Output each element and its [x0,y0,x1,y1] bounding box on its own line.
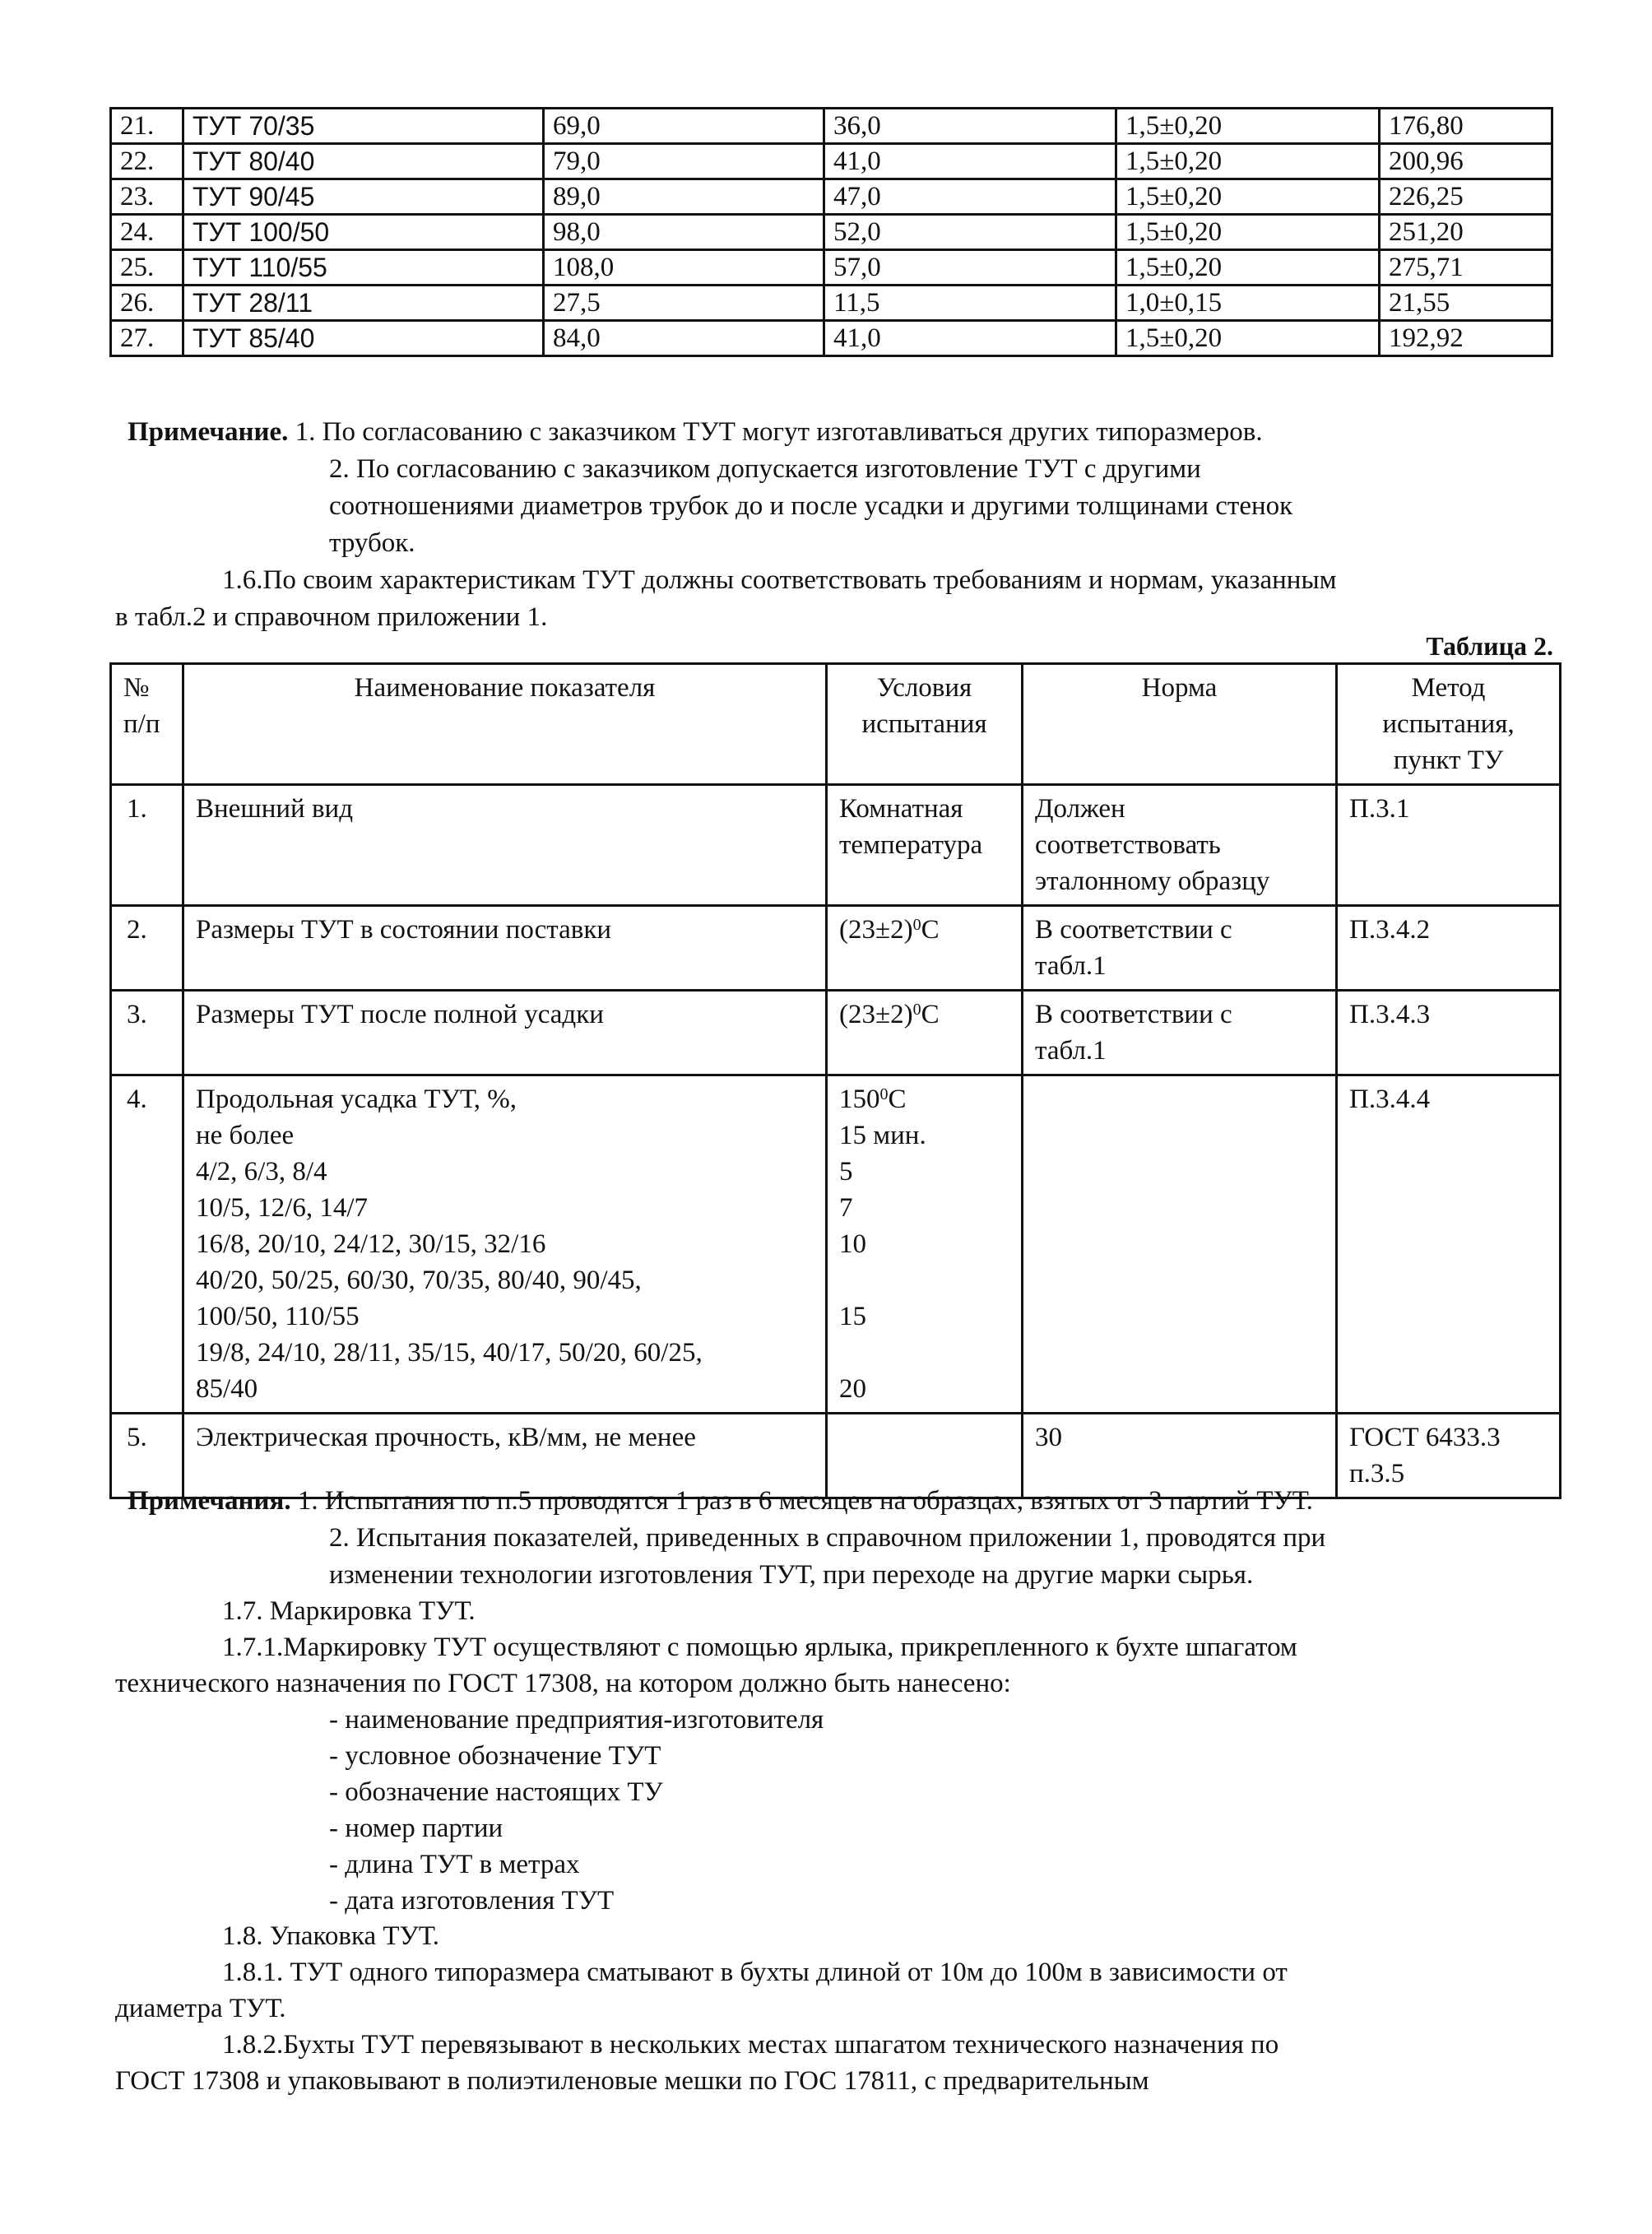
test-method: ГОСТ 6433.3 п.3.5 [1349,1423,1501,1489]
tube-designation: ТУТ 70/35 [193,111,315,141]
header-method: Метод испытания, пункт ТУ [1337,664,1561,785]
table-row [111,906,1561,991]
wall-thickness: 1,5±0,20 [1125,323,1223,353]
norm-cell [1023,1075,1337,1414]
test-conditions-cell [827,785,1023,906]
indicator-name: Электрическая прочность, кВ/мм, не менее [196,1423,696,1452]
table-row [111,785,1561,906]
wall-thickness-cell [1116,286,1380,321]
test-method-cell [1337,785,1561,906]
tube-designation-cell [183,109,544,144]
temperature-number: (23±2) [839,915,913,945]
row-number-cell [111,906,183,991]
temperature-unit: С [888,1084,907,1114]
test-conditions-cell [827,991,1023,1075]
norm-cell [1023,785,1337,906]
wall-thickness: 1,5±0,20 [1125,111,1223,141]
section-1-7-1-line1: 1.7.1.Маркировку ТУТ осуществляют с помощью ярлыка, прикрепленного к бухте шпагатом [222,1633,1297,1662]
tube-designation-cell [183,286,544,321]
row-number-cell [111,286,183,321]
temperature-unit: С [921,915,940,945]
test-method-cell [1337,906,1561,991]
section-1-8-1-line1: 1.8.1. ТУТ одного типоразмера сматывают в бухты длиной от 10м до 100м в зависимости от [222,1958,1288,1987]
row-number-cell [111,179,183,215]
header-conditions: Условия испытания [827,664,1023,785]
section-1-8-title: 1.8. Упаковка ТУТ. [222,1921,440,1951]
note2-item2-line2: изменении технологии изготовления ТУТ, при переходе на другие марки сырья. [329,1560,1254,1590]
section-1-7-title: 1.7. Маркировка ТУТ. [222,1596,476,1626]
row-number-cell [111,321,183,356]
degree-sign: 0 [912,916,921,934]
wall-thickness-cell [1116,215,1380,250]
marking-item: - наименование предприятия-изготовителя [329,1705,824,1735]
indicator-name-cell [183,906,827,991]
diameter-after: 41,0 [833,323,881,353]
table-row [111,991,1561,1075]
diameter-before: 89,0 [553,182,601,211]
test-conditions-cell [827,1075,1023,1414]
diameter-after-cell [824,321,1116,356]
header-name: Наименование показателя [183,664,827,785]
test-conditions-extra: 15 мин. 5 7 10 15 20 [839,1121,926,1404]
marking-item: - условное обозначение ТУТ [329,1741,661,1771]
wall-thickness-cell [1116,179,1380,215]
marking-item: - дата изготовления ТУТ [329,1886,615,1916]
indicator-name-cell [183,1075,827,1414]
mass-value: 275,71 [1389,253,1464,282]
requirements-header-row [111,664,1561,785]
table-row [111,1075,1561,1414]
tube-designation: ТУТ 80/40 [193,146,315,176]
note1-item2-line2: соотношениями диаметров трубок до и после усадки и другими толщинами стенок [329,491,1293,521]
wall-thickness-cell [1116,321,1380,356]
tube-designation-cell [183,250,544,286]
row-number: 21. [120,111,155,141]
norm-cell [1023,991,1337,1075]
row-number: 4. [127,1084,147,1114]
test-method: П.3.4.4 [1349,1084,1431,1114]
note2-item1: 1. Испытания по п.5 проводятся 1 раз в 6 месяцев на образцах, взятых от 3 партий ТУТ. [297,1486,1313,1516]
indicator-name-cell [183,991,827,1075]
indicator-name: Продольная усадка ТУТ, %, не более 4/2, 6/3, 8/4 10/5, 12/6, 14/7 16/8, 20/10, 24/12, 30/15, 32/16 40/20, 50/25, 60/30, 70/35, 80/40, 90/45, 100/50, 110/55 19/8, 24/10, 28/11, 35/15, 40/17, 50/20, 60/25, 85/40 [196,1084,703,1404]
diameter-before-cell [544,321,824,356]
test-method-cell [1337,1414,1561,1498]
row-number: 26. [120,288,155,318]
norm-value: В соответствии с табл.1 [1035,1000,1232,1066]
test-method-cell [1337,991,1561,1075]
note1-item1: 1. По согласованию с заказчиком ТУТ могут изготавливаться других типоразмеров. [295,417,1263,447]
note2-line1 [128,1483,1313,1519]
note1-label: Примечание. [128,417,289,447]
diameter-after-cell [824,215,1116,250]
diameter-before: 69,0 [553,111,601,141]
mass-value: 251,20 [1389,217,1464,247]
tube-designation: ТУТ 100/50 [193,217,330,247]
table2-caption: Таблица 2. [1426,631,1553,661]
diameter-after: 41,0 [833,146,881,176]
row-number-cell [111,144,183,179]
test-method: П.3.4.3 [1349,1000,1431,1029]
diameter-after: 52,0 [833,217,881,247]
row-number: 24. [120,217,155,247]
row-number: 5. [127,1423,147,1452]
row-number: 23. [120,182,155,211]
section-1-8-2-line2: ГОСТ 17308 и упаковывают в полиэтиленовые мешки по ГОС 17811, с предварительным [115,2066,1149,2096]
row-number: 22. [120,146,155,176]
mass-value: 200,96 [1389,146,1464,176]
mass-value-cell [1380,321,1552,356]
diameter-before-cell [544,179,824,215]
row-number: 3. [127,1000,147,1029]
indicator-name: Внешний вид [196,794,353,824]
row-number: 27. [120,323,155,353]
diameter-before-cell [544,250,824,286]
note2-item2-line1: 2. Испытания показателей, приведенных в справочном приложении 1, проводятся при [329,1523,1326,1553]
diameter-before-cell [544,109,824,144]
diameter-before-cell [544,144,824,179]
diameter-before: 84,0 [553,323,601,353]
diameter-after-cell [824,109,1116,144]
tube-designation-cell [183,179,544,215]
diameter-after-cell [824,179,1116,215]
temperature-value [839,1000,940,1029]
row-number-cell [111,1075,183,1414]
mass-value-cell [1380,286,1552,321]
tube-designation: ТУТ 85/40 [193,323,315,353]
diameter-after-cell [824,144,1116,179]
wall-thickness: 1,0±0,15 [1125,288,1223,318]
temperature-value [839,1084,907,1114]
diameter-before: 108,0 [553,253,615,282]
temperature-number: 150 [839,1084,880,1114]
norm-value: В соответствии с табл.1 [1035,915,1232,981]
marking-item: - длина ТУТ в метрах [329,1850,580,1879]
test-method: П.3.4.2 [1349,915,1431,945]
row-number: 2. [127,915,147,945]
mass-value-cell [1380,144,1552,179]
tube-designation: ТУТ 90/45 [193,182,315,211]
diameter-after-cell [824,250,1116,286]
mass-value: 226,25 [1389,182,1464,211]
tube-designation-cell [183,144,544,179]
section-1-7-1-line2: технического назначения по ГОСТ 17308, на котором должно быть нанесено: [115,1669,1011,1698]
diameter-before: 98,0 [553,217,601,247]
mass-value-cell [1380,179,1552,215]
note2-label: Примечания. [128,1486,291,1516]
row-number-cell [111,250,183,286]
wall-thickness: 1,5±0,20 [1125,182,1223,211]
note1-item2-line1: 2. По согласованию с заказчиком допускается изготовление ТУТ с другими [329,454,1201,484]
tube-designation-cell [183,321,544,356]
section-1-8-1-line2: диаметра ТУТ. [115,1994,286,2023]
para-1-6-line2: в табл.2 и справочном приложении 1. [115,602,548,632]
sizes-table [109,107,1553,357]
diameter-before-cell [544,286,824,321]
marking-item: - номер партии [329,1814,503,1843]
mass-value-cell [1380,250,1552,286]
test-method: П.3.1 [1349,794,1410,824]
test-conditions-cell [827,906,1023,991]
note1-item2-line3: трубок. [329,528,415,558]
norm-cell [1023,906,1337,991]
row-number-cell [111,109,183,144]
tube-designation: ТУТ 28/11 [193,288,313,318]
table-row [111,179,1552,215]
diameter-after: 47,0 [833,182,881,211]
requirements-table [109,662,1562,1499]
wall-thickness: 1,5±0,20 [1125,146,1223,176]
table-row [111,250,1552,286]
diameter-after: 36,0 [833,111,881,141]
note1-line1 [128,414,1263,450]
degree-sign: 0 [912,1001,921,1019]
test-conditions: Комнатная температура [839,794,983,860]
table-row [111,144,1552,179]
mass-value-cell [1380,109,1552,144]
wall-thickness: 1,5±0,20 [1125,253,1223,282]
section-1-8-2-line1: 1.8.2.Бухты ТУТ перевязывают в нескольких местах шпагатом технического назначения по [222,2030,1279,2060]
para-1-6-line1: 1.6.По своим характеристикам ТУТ должны соответствовать требованиям и нормам, указанным [222,565,1337,595]
wall-thickness-cell [1116,144,1380,179]
temperature-unit: С [921,1000,940,1029]
wall-thickness-cell [1116,250,1380,286]
row-number-cell [111,785,183,906]
wall-thickness-cell [1116,109,1380,144]
table-row [111,109,1552,144]
test-method-cell [1337,1075,1561,1414]
norm-value: Должен соответствовать эталонному образцу [1035,794,1270,896]
sizes-table-body [111,109,1552,356]
indicator-name: Размеры ТУТ после полной усадки [196,1000,604,1029]
wall-thickness: 1,5±0,20 [1125,217,1223,247]
temperature-value [839,915,940,945]
mass-value: 192,92 [1389,323,1464,353]
diameter-after: 11,5 [833,288,880,318]
requirements-table-body [111,785,1561,1498]
row-number-cell [111,215,183,250]
diameter-before: 27,5 [553,288,601,318]
tube-designation: ТУТ 110/55 [193,253,327,282]
marking-item: - обозначение настоящих ТУ [329,1777,663,1807]
row-number-cell [111,991,183,1075]
norm-value: 30 [1035,1423,1062,1452]
table-row [111,215,1552,250]
temperature-number: (23±2) [839,1000,913,1029]
diameter-after-cell [824,286,1116,321]
diameter-before: 79,0 [553,146,601,176]
header-norm: Норма [1023,664,1337,785]
degree-sign: 0 [879,1085,889,1103]
row-number: 1. [127,794,147,824]
tube-designation-cell [183,215,544,250]
row-number: 25. [120,253,155,282]
table-row [111,286,1552,321]
header-num: № п/п [111,664,183,785]
mass-value: 176,80 [1389,111,1464,141]
table-row [111,321,1552,356]
indicator-name-cell [183,785,827,906]
mass-value: 21,55 [1389,288,1450,318]
diameter-before-cell [544,215,824,250]
mass-value-cell [1380,215,1552,250]
indicator-name: Размеры ТУТ в состоянии поставки [196,915,612,945]
diameter-after: 57,0 [833,253,881,282]
